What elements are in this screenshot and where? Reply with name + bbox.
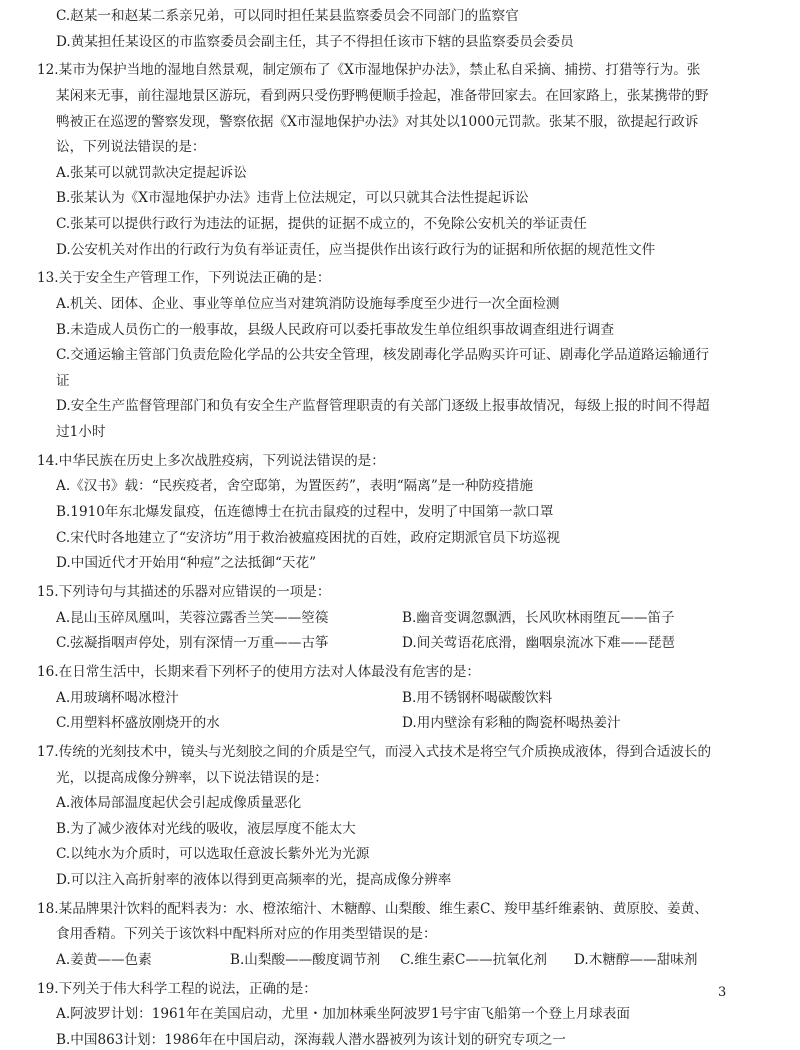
q12-stem-line-3: 鸭被正在巡逻的警察发现，警察依据《X市湿地保护办法》对其处以1000元罚款。张某不服，欲提起行政诉 bbox=[56, 113, 699, 130]
q14-option-2: B.1910年东北爆发鼠疫，伍连德博士在抗击鼠疫的过程中，发明了中国第一款口罩 bbox=[56, 504, 554, 520]
q11-option-d: D.黄某担任某设区的市监察委员会副主任，其子不得担任该市下辖的县监察委员会委员 bbox=[56, 33, 574, 50]
q16-option-left-1: A.用玻璃杯喝冰橙汁 bbox=[56, 689, 179, 706]
q18-stem-line-2: 食用香精。下列关于该饮料中配料所对应的作用类型错误的是： bbox=[56, 926, 437, 943]
q18-option-c: C.维生素C——抗氧化剂 bbox=[400, 952, 547, 968]
q16-option-left-2: C.用塑料杯盛放刚烧开的水 bbox=[56, 715, 220, 732]
q13-option-3: C.交通运输主管部门负责危险化学品的公共安全管理，核发剧毒化学品购买许可证、剧毒化学品道路运输通行 bbox=[56, 347, 710, 364]
q19-option-1: A.阿波罗计划：1961年在美国启动，尤里・加加林乘坐阿波罗1号宇宙飞船第一个登上月球表面 bbox=[56, 1006, 630, 1023]
q17-option-3: C.以纯水为介质时，可以选取任意波长紫外光为光源 bbox=[56, 846, 370, 863]
q17-option-1: A.液体局部温度起伏会引起成像质量恶化 bbox=[56, 795, 302, 812]
q16-option-right-2: D.用内壁涂有彩釉的陶瓷杯喝热姜汁 bbox=[402, 715, 621, 732]
q13-stem-line-1: 13.关于安全生产管理工作，下列说法正确的是： bbox=[37, 270, 331, 287]
q18-stem-line-1: 18.某品牌果汁饮料的配料表为：水、橙浓缩汁、木糖醇、山梨酸、维生素C、羧甲基纤维素钠、黄原胶、姜黄、 bbox=[37, 900, 708, 917]
q14-option-1: A.《汉书》载：“民疾疫者，舍空邸第，为置医药”，表明“隔离”是一种防疫措施 bbox=[56, 478, 533, 495]
q14-option-4: D.中国近代才开始用“种痘”之法抵御“天花” bbox=[56, 555, 317, 572]
q12-stem-line-1: 12.某市为保护当地的湿地自然景观，制定颁布了《X市湿地保护办法》，禁止私自采摘、捕捞、打猎等行为。张 bbox=[37, 62, 701, 79]
q17-stem-line-1: 17.传统的光刻技术中，镜头与光刻胶之间的介质是空气，而浸入式技术是将空气介质换成液体，得到合适波长的 bbox=[37, 744, 712, 760]
q13-option-4: 证 bbox=[56, 372, 70, 389]
q18-option-a: A.姜黄——色素 bbox=[56, 952, 152, 968]
q15-option-right-2: D.间关莺语花底滑，幽咽泉流冰下难——琵琶 bbox=[402, 635, 676, 652]
q17-option-2: B.为了减少液体对光线的吸收，液层厚度不能太大 bbox=[56, 820, 356, 837]
q14-stem-line-1: 14.中华民族在历史上多次战胜疫病，下列说法错误的是： bbox=[37, 452, 385, 469]
q13-option-5: D.安全生产监督管理部门和负有安全生产监督管理职责的有关部门逐级上报事故情况，每级上报的时间不得超 bbox=[56, 398, 710, 415]
q12-option-3: C.张某可以提供行政行为违法的证据，提供的证据不成立的，不免除公安机关的举证责任 bbox=[56, 216, 587, 232]
q16-option-right-1: B.用不锈钢杯喝碳酸饮料 bbox=[402, 689, 553, 706]
q13-option-2: B.未造成人员伤亡的一般事故，县级人民政府可以委托事故发生单位组织事故调查组进行调查 bbox=[56, 321, 615, 338]
q16-stem-line-1: 16.在日常生活中，长期来看下列杯子的使用方法对人体最没有危害的是： bbox=[37, 664, 481, 680]
q18-option-b: B.山梨酸——酸度调节剂 bbox=[230, 952, 381, 968]
q12-option-1: A.张某可以就罚款决定提起诉讼 bbox=[56, 164, 247, 181]
q15-option-left-2: C.弦凝指咽声停处，别有深情一万重——古筝 bbox=[56, 635, 329, 652]
q19-option-2: B.中国863计划：1986年在中国启动，深海载人潜水器被列为该计划的研究专项之一 bbox=[56, 1032, 566, 1048]
q15-option-right-1: B.幽音变调忽飘洒，长风吹林雨堕瓦——笛子 bbox=[402, 609, 675, 626]
q12-stem-line-4: 讼，下列说法错误的是： bbox=[56, 139, 206, 156]
q15-option-left-1: A.昆山玉碎凤凰叫，芙蓉泣露香兰笑——箜篌 bbox=[56, 609, 329, 626]
q17-stem-line-2: 光，以提高成像分辨率，以下说法错误的是： bbox=[56, 769, 328, 786]
q15-stem-line-1: 15.下列诗句与其描述的乐器对应错误的一项是： bbox=[37, 584, 331, 600]
q13-option-1: A.机关、团体、企业、事业等单位应当对建筑消防设施每季度至少进行一次全面检测 bbox=[56, 296, 560, 312]
q13-option-6: 过1小时 bbox=[56, 424, 106, 440]
q11-option-c: C.赵某一和赵某二系亲兄弟，可以同时担任某县监察委员会不同部门的监察官 bbox=[56, 8, 519, 24]
page-number: 3 bbox=[718, 985, 727, 1000]
q14-option-3: C.宋代时各地建立了“安济坊”用于救治被瘟疫困扰的百姓，政府定期派官员下坊巡视 bbox=[56, 529, 560, 546]
q17-option-4: D.可以注入高折射率的液体以得到更高频率的光，提高成像分辨率 bbox=[56, 872, 452, 888]
q19-stem-line-1: 19.下列关于伟大科学工程的说法，正确的是： bbox=[37, 980, 317, 997]
q12-stem-line-2: 某闲来无事，前往湿地景区游玩，看到两只受伤野鸭便顺手捡起，准备带回家去。在回家路上，张某携带的野 bbox=[56, 88, 709, 104]
q12-option-4: D.公安机关对作出的行政行为负有举证责任，应当提供作出该行政行为的证据和所依据的规范性文件 bbox=[56, 241, 656, 258]
q18-option-d: D.木糖醇——甜味剂 bbox=[574, 952, 698, 968]
q12-option-2: B.张某认为《X市湿地保护办法》违背上位法规定，可以只就其合法性提起诉讼 bbox=[56, 190, 529, 207]
